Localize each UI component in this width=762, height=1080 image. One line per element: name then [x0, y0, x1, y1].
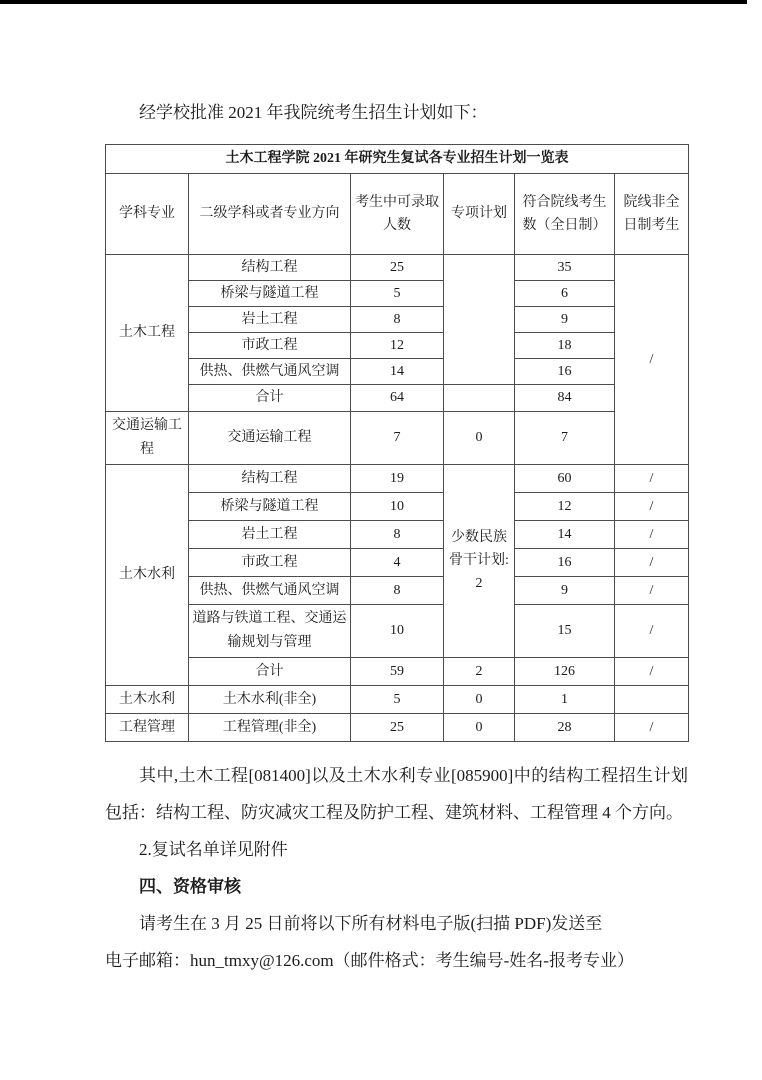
- cell-special: 0: [444, 713, 515, 741]
- cell-nonfulltime: [615, 685, 689, 713]
- header-admittable: 考生中可录取人数: [351, 174, 444, 255]
- cell-nonfulltime: /: [615, 548, 689, 576]
- cell-qualified: 6: [515, 281, 615, 307]
- cell-direction: 结构工程: [189, 464, 351, 492]
- table-row: [106, 604, 689, 657]
- table-row: [106, 359, 689, 385]
- cell-admit: 64: [351, 385, 444, 411]
- cell-direction: 交通运输工程: [189, 411, 351, 464]
- admission-plan-table: [105, 144, 689, 742]
- cell-direction: 岩土工程: [189, 520, 351, 548]
- cell-special: [444, 385, 515, 411]
- cell-admit: 7: [351, 411, 444, 464]
- header-qualified-fulltime: 符合院线考生数（全日制）: [515, 174, 615, 255]
- cell-nonfulltime: /: [615, 520, 689, 548]
- cell-direction: 土木水利(非全): [189, 685, 351, 713]
- table-header-row: [106, 174, 689, 255]
- cell-major: 土木水利: [106, 685, 189, 713]
- cell-special: 2: [444, 657, 515, 685]
- table-row: [106, 281, 689, 307]
- cell-major: 工程管理: [106, 713, 189, 741]
- cell-qualified: 35: [515, 255, 615, 281]
- cell-admit: 8: [351, 520, 444, 548]
- cell-admit: 19: [351, 464, 444, 492]
- cell-qualified: 9: [515, 576, 615, 604]
- table-row: [106, 576, 689, 604]
- cell-qualified: 12: [515, 492, 615, 520]
- cell-qualified: 126: [515, 657, 615, 685]
- header-special-plan: 专项计划: [444, 174, 515, 255]
- list-item-2: 2.复试名单详见附件: [139, 839, 288, 859]
- table-row-subtotal: [106, 385, 689, 411]
- cell-admit: 5: [351, 685, 444, 713]
- intro-paragraph: 经学校批准 2021 年我院统考生招生计划如下：: [139, 103, 488, 122]
- section-heading: 四、资格审核: [139, 876, 241, 896]
- table-title: 土木工程学院 2021 年研究生复试各专业招生计划一览表: [106, 145, 689, 174]
- cell-admit: 8: [351, 307, 444, 333]
- cell-direction: 合计: [189, 385, 351, 411]
- cell-qualified: 14: [515, 520, 615, 548]
- cell-direction: 岩土工程: [189, 307, 351, 333]
- page-top-edge-artifact: [0, 0, 747, 4]
- table-row: [106, 520, 689, 548]
- table-row: [106, 255, 689, 281]
- cell-admit: 10: [351, 604, 444, 657]
- table-row: [106, 713, 689, 741]
- cell-direction: 市政工程: [189, 548, 351, 576]
- cell-admit: 10: [351, 492, 444, 520]
- cell-direction: 供热、供燃气通风空调: [189, 576, 351, 604]
- cell-admit: 59: [351, 657, 444, 685]
- cell-direction: 道路与铁道工程、交通运输规划与管理: [189, 604, 351, 657]
- cell-special: 0: [444, 685, 515, 713]
- table-row: [106, 333, 689, 359]
- note-paragraph: 其中,土木工程[081400]以及土木水利专业[085900]中的结构工程招生计划包括：结构工程、防灾减灾工程及防护工程、建筑材料、工程管理 4 个方向。: [105, 765, 688, 822]
- cell-admit: 5: [351, 281, 444, 307]
- cell-special: 0: [444, 411, 515, 464]
- cell-nonfulltime: /: [615, 255, 689, 465]
- cell-nonfulltime: /: [615, 604, 689, 657]
- cell-admit: 12: [351, 333, 444, 359]
- cell-direction: 合计: [189, 657, 351, 685]
- cell-direction: 供热、供燃气通风空调: [189, 359, 351, 385]
- cell-admit: 8: [351, 576, 444, 604]
- cell-nonfulltime: /: [615, 657, 689, 685]
- header-major: 学科专业: [106, 174, 189, 255]
- cell-major: 交通运输工程: [106, 411, 189, 464]
- table-row: [106, 492, 689, 520]
- table-row: [106, 307, 689, 333]
- table-row: [106, 548, 689, 576]
- cell-direction: 桥梁与隧道工程: [189, 492, 351, 520]
- cell-direction: 结构工程: [189, 255, 351, 281]
- cell-qualified: 28: [515, 713, 615, 741]
- cell-special: 少数民族骨干计划: 2: [444, 464, 515, 657]
- cell-admit: 14: [351, 359, 444, 385]
- table-row: [106, 685, 689, 713]
- cell-qualified: 16: [515, 548, 615, 576]
- cell-qualified: 7: [515, 411, 615, 464]
- document-content: [105, 100, 688, 979]
- cell-admit: 25: [351, 713, 444, 741]
- cell-nonfulltime: /: [615, 492, 689, 520]
- cell-qualified: 60: [515, 464, 615, 492]
- cell-special: [444, 255, 515, 385]
- cell-major: 土木工程: [106, 255, 189, 412]
- cell-qualified: 15: [515, 604, 615, 657]
- cell-nonfulltime: /: [615, 713, 689, 741]
- table-row: [106, 464, 689, 492]
- cell-direction: 市政工程: [189, 333, 351, 359]
- cell-admit: 4: [351, 548, 444, 576]
- header-direction: 二级学科或者专业方向: [189, 174, 351, 255]
- cell-direction: 桥梁与隧道工程: [189, 281, 351, 307]
- cell-admit: 25: [351, 255, 444, 281]
- cell-qualified: 16: [515, 359, 615, 385]
- cell-direction: 工程管理(非全): [189, 713, 351, 741]
- cell-qualified: 9: [515, 307, 615, 333]
- body-paragraphs: [105, 757, 688, 979]
- table-row-subtotal: [106, 657, 689, 685]
- cell-nonfulltime: /: [615, 464, 689, 492]
- cell-nonfulltime: /: [615, 576, 689, 604]
- cell-qualified: 18: [515, 333, 615, 359]
- instruction-line-2: 电子邮箱：hun_tmxy@126.com（邮件格式：考生编号-姓名-报考专业）: [105, 950, 634, 970]
- header-nonfulltime: 院线非全日制考生: [615, 174, 689, 255]
- instruction-line-1: 请考生在 3 月 25 日前将以下所有材料电子版(扫描 PDF)发送至: [139, 913, 603, 933]
- cell-major: 土木水利: [106, 464, 189, 685]
- table-row: [106, 411, 689, 464]
- cell-qualified: 1: [515, 685, 615, 713]
- table-title-row: [106, 145, 689, 174]
- cell-qualified: 84: [515, 385, 615, 411]
